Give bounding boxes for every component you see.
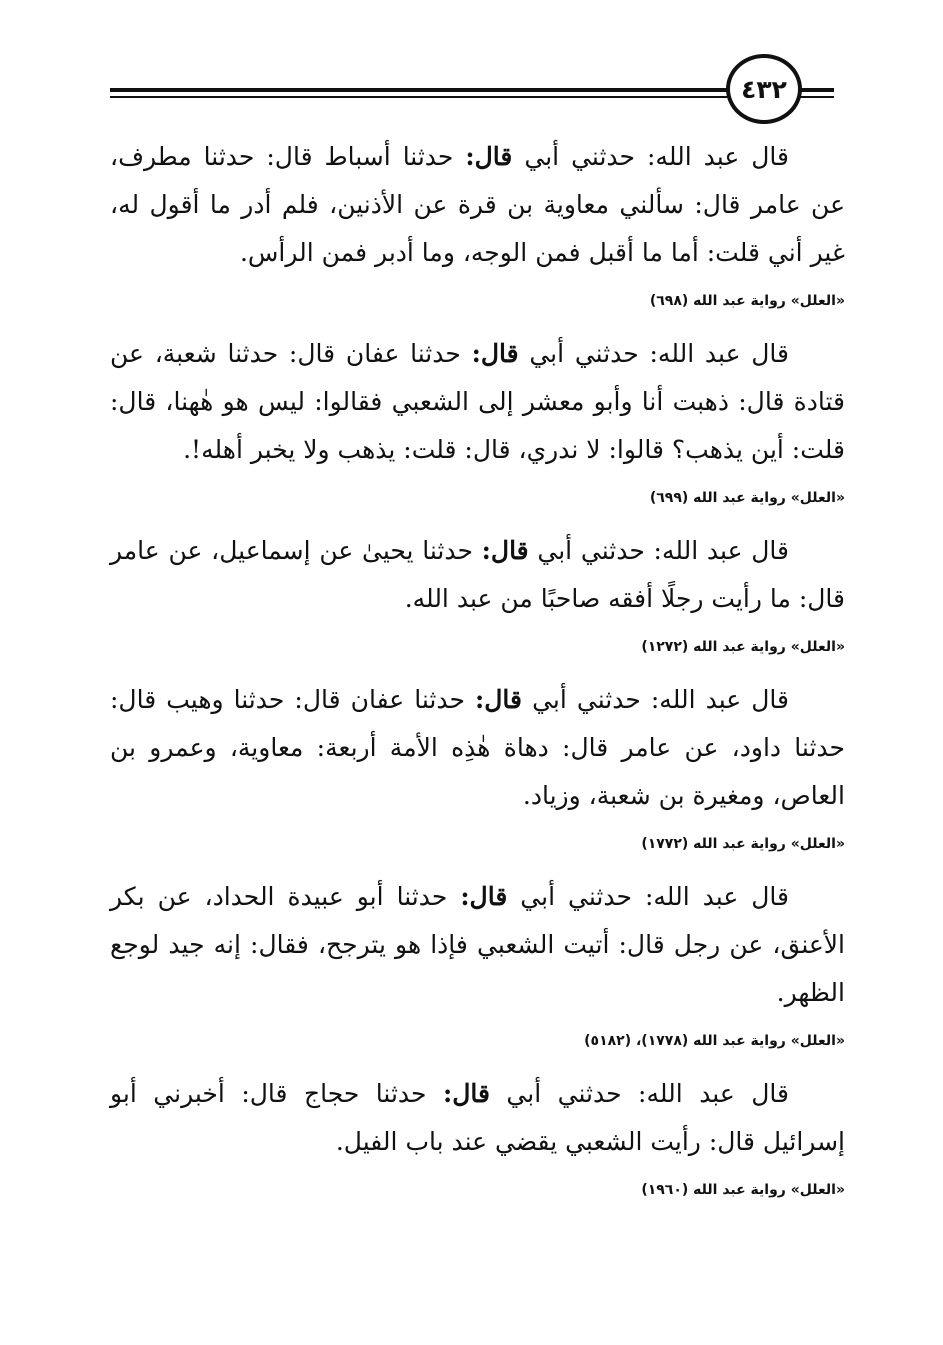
entry-label: قال: (471, 339, 519, 368)
entry-body: حدثنا أبو عبيدة الحداد، عن بكر الأعنق، عن رجل قال: أتيت الشعبي فإذا هو يترجح، فقال: إنه جيد لوجع الظهر. (110, 882, 845, 1007)
entry-label: قال: (475, 685, 522, 714)
entry-text (110, 676, 845, 820)
header-rule-thin (110, 96, 730, 98)
entry-text (110, 1070, 845, 1166)
hadith-entry (110, 676, 845, 855)
hadith-entry (110, 133, 845, 312)
entry-source: «العلل» رواية عبد الله (٦٩٩) (649, 490, 845, 506)
entry-lead: قال عبد الله: حدثني أبي (537, 536, 789, 565)
entry-source: «العلل» رواية عبد الله (١٧٧٢) (641, 836, 845, 852)
entry-lead: قال عبد الله: حدثني أبي (529, 339, 790, 368)
hadith-entry (110, 330, 845, 509)
entry-text (110, 330, 845, 474)
entry-label: قال: (442, 1079, 490, 1108)
page-header (110, 52, 842, 136)
entry-source: «العلل» رواية عبد الله (١٧٧٨)، (٥١٨٢) (584, 1033, 845, 1049)
hadith-entry (110, 527, 845, 658)
entry-label: قال: (481, 536, 529, 565)
entry-text (110, 527, 845, 623)
entry-lead: قال عبد الله: حدثني أبي (524, 142, 789, 171)
entry-body: حدثنا عفان قال: حدثنا شعبة، عن قتادة قال: ذهبت أنا وأبو معشر إلى الشعبي فقالوا: ليس هو هٰهنا، قال: قلت: أين يذهب؟ قالوا: لا ندري، قال: قلت: يذهب ولا يخبر أهله!. (110, 339, 845, 464)
entry-text (110, 873, 845, 1017)
hadith-entry (110, 1070, 845, 1201)
entry-body: حدثنا عفان قال: حدثنا وهيب قال: حدثنا داود، عن عامر قال: دهاة هٰذِه الأمة أربعة: معاوية، وعمرو بن العاص، ومغيرة بن شعبة، وزياد. (110, 685, 845, 810)
entry-source: «العلل» رواية عبد الله (١٩٦٠) (641, 1182, 845, 1198)
page-number-badge (726, 54, 802, 124)
header-rule-thick (110, 88, 730, 92)
entry-lead: قال عبد الله: حدثني أبي (506, 1079, 789, 1108)
page-number: ٤٣٢ (741, 74, 787, 104)
hadith-entry (110, 873, 845, 1052)
entry-body: حدثنا يحيىٰ عن إسماعيل، عن عامر قال: ما رأيت رجلًا أفقه صاحبًا من عبد الله. (110, 536, 845, 613)
entry-source: «العلل» رواية عبد الله (١٢٧٢) (641, 639, 845, 655)
entry-body: حدثنا حجاج قال: أخبرني أبو إسرائيل قال: رأيت الشعبي يقضي عند باب الفيل. (110, 1079, 845, 1156)
entry-source: «العلل» رواية عبد الله (٦٩٨) (649, 293, 845, 309)
entry-label: قال: (460, 882, 508, 911)
entry-text (110, 133, 845, 277)
entry-lead: قال عبد الله: حدثني أبي (532, 685, 789, 714)
header-rule-right-thin (798, 96, 834, 98)
entry-body: حدثنا أسباط قال: حدثنا مطرف، عن عامر قال: سألني معاوية بن قرة عن الأذنين، فلم أدر ما أقول له، غير أني قلت: أما ما أقبل فمن الوجه، وما أدبر فمن الرأس. (110, 142, 845, 267)
entry-lead: قال عبد الله: حدثني أبي (520, 882, 789, 911)
page-content (110, 133, 845, 1219)
header-rule-right-thick (798, 88, 834, 92)
entry-label: قال: (465, 142, 513, 171)
